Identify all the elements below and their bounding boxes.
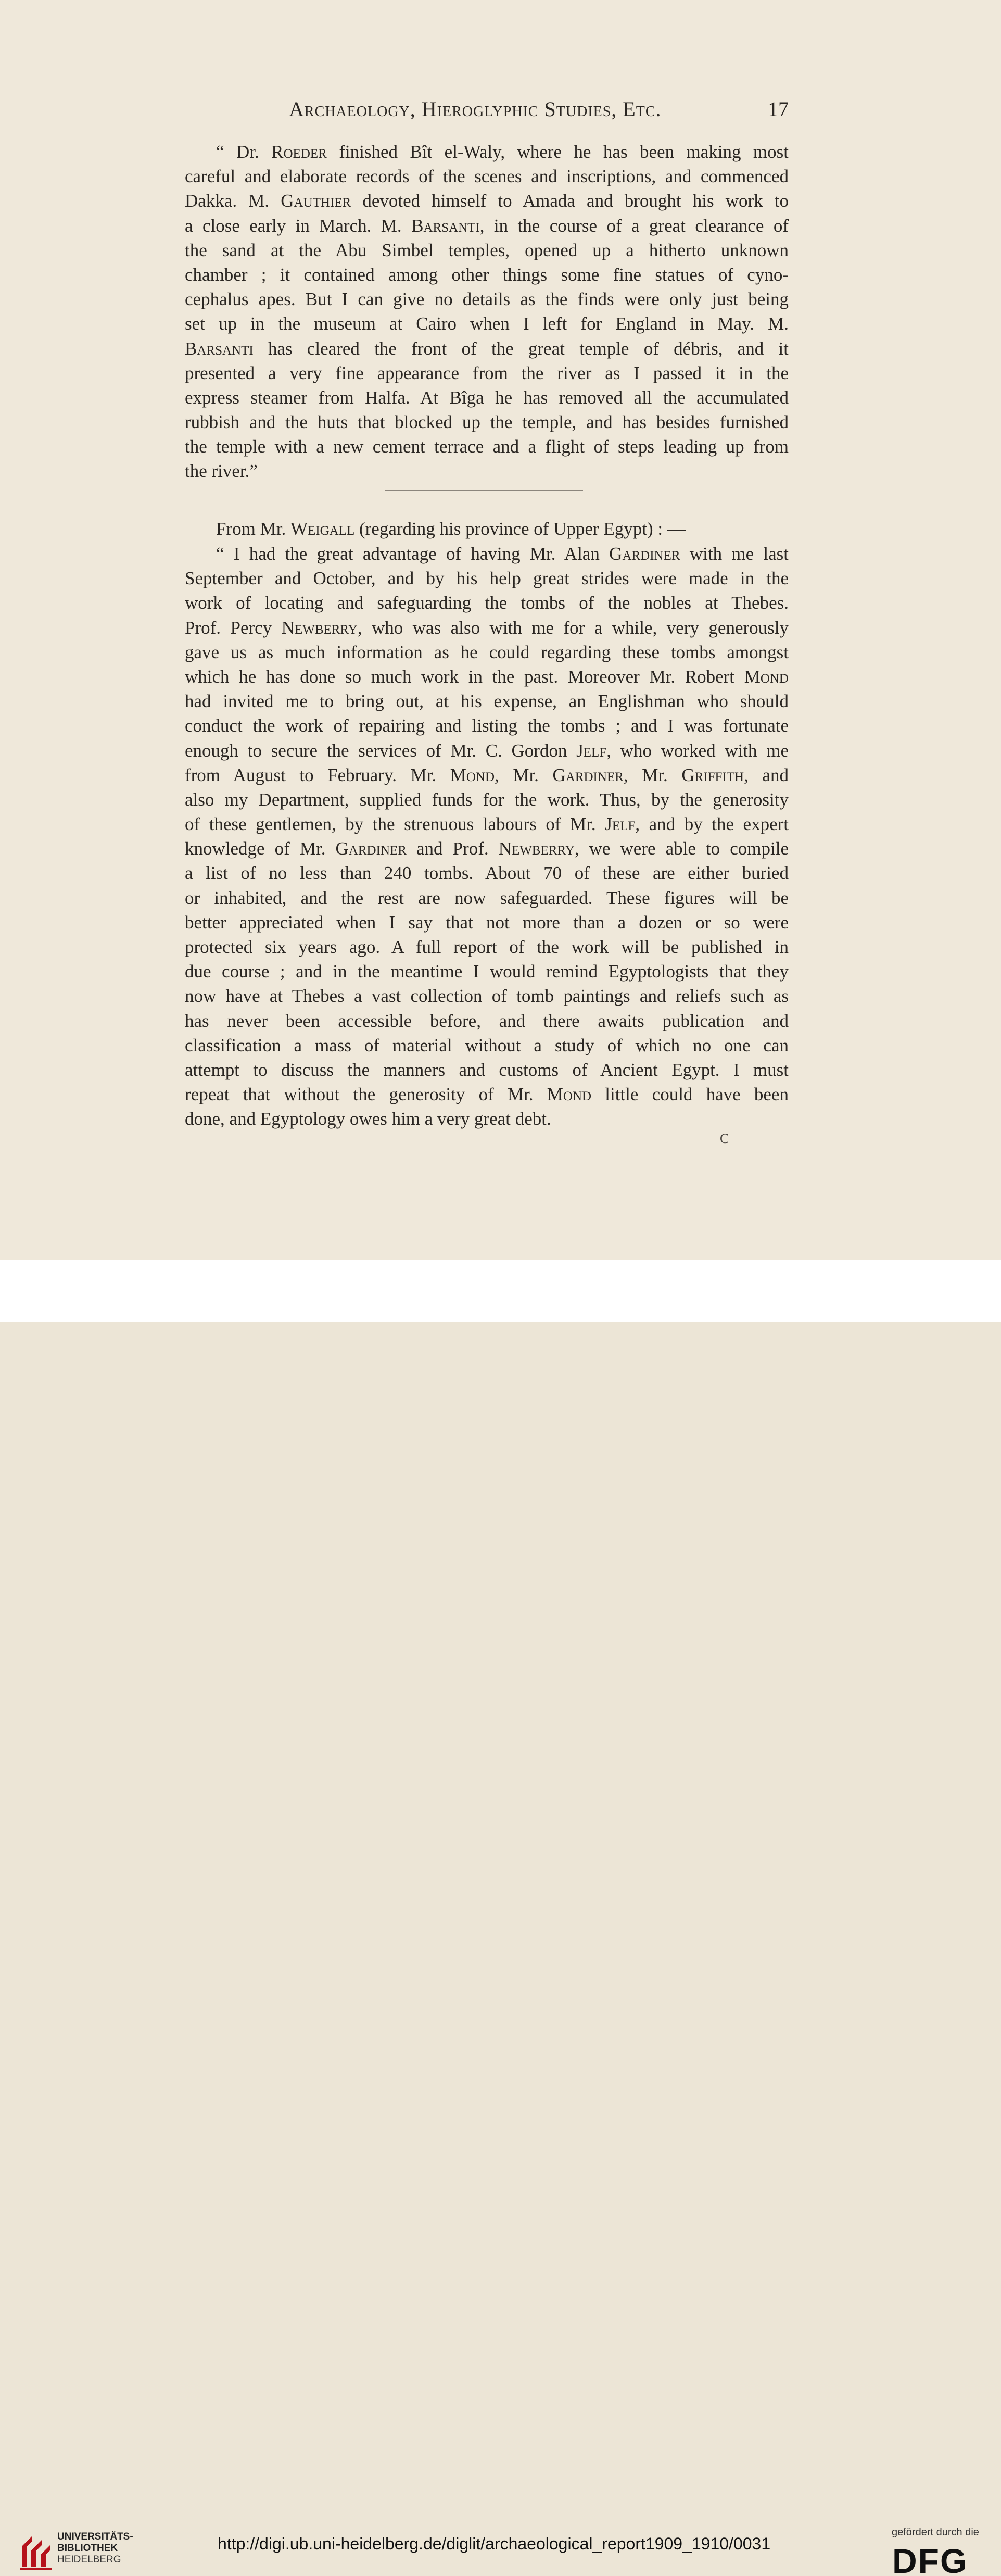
- text-run: cephalus apes. But I can give no details as the finds were only just being: [185, 289, 789, 310]
- text-run: and Prof.: [406, 838, 499, 859]
- text-line: [185, 1107, 789, 1131]
- text-run: of these gentlemen, by the strenuous labours of Mr.: [185, 814, 605, 835]
- text-line: [185, 164, 789, 189]
- small-caps-name: Jelf: [605, 814, 636, 835]
- text-run: attempt to discuss the manners and customs of Ancient Egypt. I must: [185, 1059, 789, 1080]
- text-line: [185, 410, 789, 434]
- small-caps-name: Gardiner: [335, 838, 407, 859]
- text-run: Dakka. M.: [185, 191, 281, 211]
- text-run: , Mr.: [623, 764, 682, 785]
- text-run: due course ; and in the meantime I would remind Egyptologists that they: [185, 961, 789, 982]
- permalink-url[interactable]: http://digi.ub.uni-heidelberg.de/diglit/archaeological_report1909_1910/0031: [218, 2534, 771, 2553]
- text-line: [185, 1009, 789, 1033]
- library-name: [57, 2531, 133, 2566]
- text-run: also my Department, supplied funds for the work. Thus, by the generosity: [185, 789, 789, 810]
- text-line: [185, 311, 789, 336]
- text-run: done, and Egyptology owes him a very great debt.: [185, 1109, 551, 1129]
- text-run: had invited me to bring out, at his expense, an Englishman who should: [185, 691, 789, 712]
- text-line: [185, 566, 789, 590]
- text-line: [185, 984, 789, 1008]
- text-run: a list of no less than 240 tombs. About 70 of these are either buried: [185, 863, 789, 884]
- scanned-page: [0, 0, 1001, 1260]
- text-run: has cleared the front of the great temple of débris, and it: [253, 338, 789, 359]
- text-line: [185, 434, 789, 459]
- text-run: the river.”: [185, 461, 258, 482]
- text-run: “ I had the great advantage of having Mr. Alan: [216, 544, 610, 564]
- paragraph-roeder-report: [185, 140, 789, 484]
- text-run: from August to February. Mr.: [185, 764, 450, 785]
- text-run: better appreciated when I say that not more than a dozen or so were: [185, 912, 789, 933]
- text-line: [185, 336, 789, 361]
- digitization-footer: [0, 1260, 1001, 2576]
- text-line: [185, 738, 789, 763]
- small-caps-name: Weigall: [290, 519, 355, 539]
- text-line: [185, 812, 789, 836]
- text-run: careful and elaborate records of the scenes and inscriptions, and commenced: [185, 166, 789, 187]
- text-run: “ Dr.: [216, 142, 272, 162]
- text-line: [185, 542, 789, 566]
- text-run: which he has done so much work in the past. Moreover Mr. Robert: [185, 666, 744, 687]
- text-run: with me last: [680, 544, 789, 564]
- small-caps-name: Gardiner: [552, 764, 624, 785]
- text-line: [185, 836, 789, 861]
- text-line: [185, 361, 789, 385]
- text-run: express steamer from Halfa. At Bîga he has removed all the accumulated: [185, 387, 789, 408]
- text-line: [185, 861, 789, 885]
- text-run: gave us as much information as he could regarding these tombs amongst: [185, 642, 789, 662]
- text-run: , we were able to compile: [574, 838, 789, 859]
- section-divider: [385, 490, 583, 491]
- running-title: Archaeology, Hieroglyphic Studies, Etc.: [289, 97, 662, 121]
- text-line: [185, 189, 789, 213]
- paragraph-weigall-report: [185, 542, 789, 1132]
- text-line: [185, 787, 789, 812]
- text-run: , and: [744, 764, 789, 785]
- text-run: September and October, and by his help great strides were made in the: [185, 568, 789, 589]
- text-run: From Mr.: [216, 519, 290, 539]
- text-run: the sand at the Abu Simbel temples, opened up a hitherto unknown: [185, 240, 789, 260]
- text-line: [185, 689, 789, 713]
- small-caps-name: Jelf: [576, 740, 607, 761]
- text-run: enough to secure the services of Mr. C. Gordon: [185, 740, 577, 761]
- small-caps-name: Gauthier: [281, 191, 351, 211]
- text-run: work of locating and safeguarding the tombs of the nobles at Thebes.: [185, 593, 789, 613]
- text-run: (regarding his province of Upper Egypt) : —: [354, 519, 686, 539]
- small-caps-name: Newberry: [281, 617, 358, 638]
- text-line: [185, 664, 789, 689]
- text-line: [185, 1058, 789, 1082]
- text-run: rubbish and the huts that blocked up the temple, and has besides furnished: [185, 412, 789, 433]
- text-run: , who worked with me: [606, 740, 789, 761]
- small-caps-name: Mond: [450, 764, 495, 785]
- text-line: [185, 287, 789, 311]
- text-run: the temple with a new cement terrace and a flight of steps leading up from: [185, 436, 789, 457]
- text-line: [185, 763, 789, 787]
- text-run: has never been accessible before, and there awaits publication and: [185, 1010, 789, 1031]
- text-line: [185, 886, 789, 910]
- text-run: set up in the museum at Cairo when I left for England in May. M.: [185, 313, 789, 334]
- text-line: [185, 238, 789, 262]
- text-line: [185, 1033, 789, 1058]
- text-run: or inhabited, and the rest are now safeguarded. These figures will be: [185, 887, 789, 908]
- text-run: protected six years ago. A full report of the work will be published in: [185, 937, 789, 957]
- text-line: [185, 590, 789, 615]
- text-run: , and by the expert: [635, 814, 789, 835]
- dfg-logo-text: DFG: [892, 2542, 968, 2576]
- text-run: little could have been: [591, 1084, 789, 1105]
- small-caps-name: Newberry: [498, 838, 575, 859]
- text-line: [185, 935, 789, 959]
- text-line: [185, 959, 789, 984]
- text-run: conduct the work of repairing and listing the tombs ; and I was fortunate: [185, 715, 789, 736]
- text-run: now have at Thebes a vast collection of tomb paintings and reliefs such as: [185, 986, 789, 1007]
- text-run: finished Bît el-Waly, where he has been making most: [326, 142, 789, 162]
- text-run: Prof. Percy: [185, 617, 282, 638]
- small-caps-name: Mond: [744, 666, 789, 687]
- text-run: classification a mass of material without a study of which no one can: [185, 1035, 789, 1055]
- text-line: [185, 385, 789, 410]
- small-caps-name: Barsanti: [411, 215, 480, 236]
- text-run: presented a very fine appearance from the river as I passed it in the: [185, 362, 789, 383]
- university-library-logo-icon: [16, 2531, 57, 2572]
- text-line: [185, 517, 789, 541]
- library-name-line2: BIBLIOTHEK: [57, 2543, 118, 2554]
- text-line: [185, 1082, 789, 1107]
- small-caps-name: Barsanti: [185, 338, 254, 359]
- text-line: [185, 140, 789, 164]
- small-caps-name: Griffith: [681, 764, 744, 785]
- text-line: [185, 262, 789, 287]
- paragraph-weigall-intro: [185, 517, 789, 541]
- small-caps-name: Gardiner: [609, 544, 680, 564]
- text-run: repeat that without the generosity of Mr.: [185, 1084, 547, 1105]
- text-run: , Mr.: [495, 764, 553, 785]
- text-run: , who was also with me for a while, very generously: [357, 617, 789, 638]
- dfg-logo-icon: [891, 2544, 987, 2576]
- sponsor-text: gefördert durch die: [892, 2527, 979, 2538]
- signature-mark: C: [720, 1131, 729, 1146]
- text-line: [185, 713, 789, 738]
- text-line: [185, 910, 789, 935]
- library-name-line1: UNIVERSITÄTS-: [57, 2531, 133, 2542]
- small-caps-name: Mond: [547, 1084, 592, 1105]
- text-run: a close early in March. M.: [185, 215, 412, 236]
- text-run: chamber ; it contained among other things some fine statues of cyno-: [185, 264, 789, 285]
- text-line: [185, 213, 789, 238]
- small-caps-name: Roeder: [271, 142, 327, 162]
- text-run: , in the course of a great clearance of: [479, 215, 789, 236]
- page-number: 17: [768, 97, 789, 121]
- library-name-line3: HEIDELBERG: [57, 2554, 121, 2565]
- text-line: [185, 459, 789, 483]
- text-run: devoted himself to Amada and brought his work to: [351, 191, 789, 211]
- text-run: knowledge of Mr.: [185, 838, 336, 859]
- text-line: [185, 615, 789, 640]
- text-line: [185, 640, 789, 664]
- running-header: [185, 97, 789, 128]
